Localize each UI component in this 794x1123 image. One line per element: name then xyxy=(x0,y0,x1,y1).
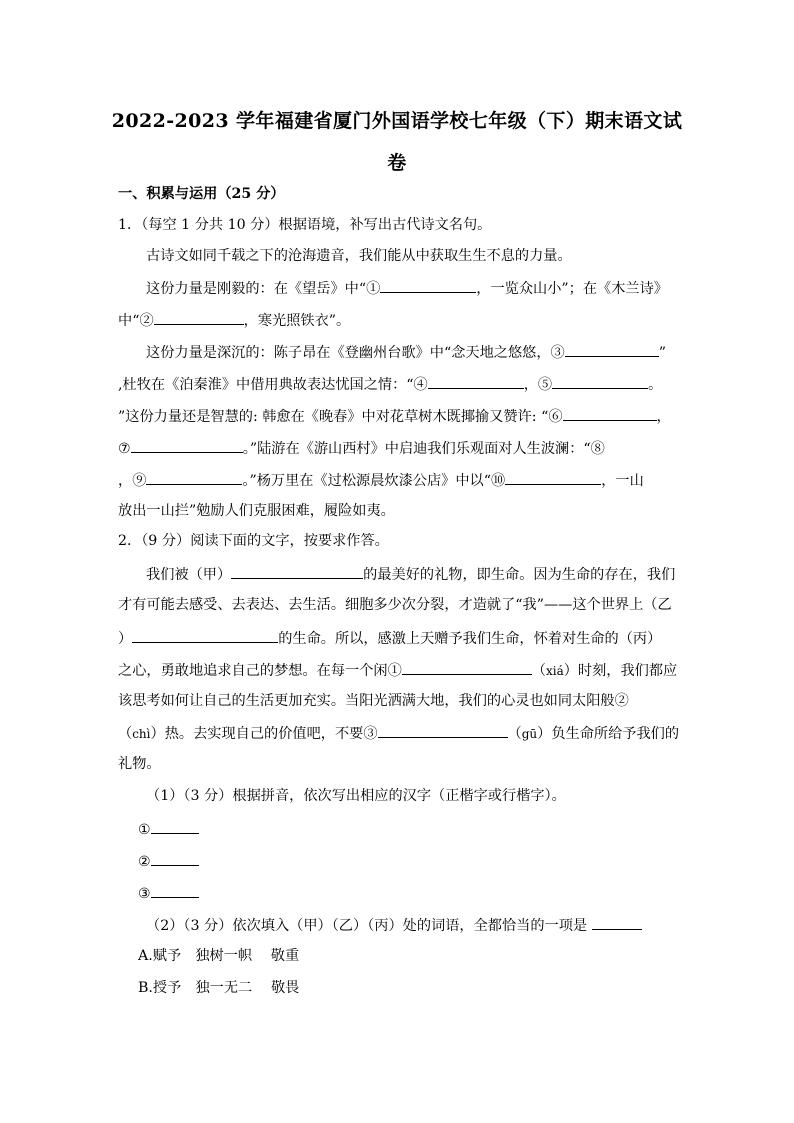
q1-text: ，⑤ xyxy=(523,377,553,393)
q1-stem: 1．（每空 1 分共 10 分）根据语境，补写出古代诗文名句。 xyxy=(118,217,492,233)
answer-blank-6[interactable] xyxy=(563,405,657,421)
answer-label-3: ③ xyxy=(138,886,151,902)
q2-text: （ xyxy=(118,726,133,742)
answer-write-3[interactable] xyxy=(151,882,199,898)
q1-text: ,杜牧在《泊秦淮》中借用典故表达忧国之情：“④ xyxy=(118,377,428,393)
q2-text: ） xyxy=(118,631,133,647)
q1-intro: 古诗文如同千载之下的沧海遗音，我们能从中获取生生不息的力量。 xyxy=(146,248,572,264)
q1-line-6 xyxy=(118,405,671,427)
q1-text: ，一览众山小”；在《木兰诗》 xyxy=(476,281,668,297)
q1-text: 。”杨万里在《过松源晨炊漆公店》中以“⑩ xyxy=(242,473,506,489)
q1-line-5 xyxy=(118,373,662,395)
q1-text: 。”陆游在《游山西村》中启迪我们乐观面对人生波澜：“⑧ xyxy=(242,441,605,457)
q2-text: （2）（3 分）依次填入（甲）（乙）（丙）处的词语，全都恰当的一项是 xyxy=(146,918,588,934)
answer-write-2[interactable] xyxy=(151,850,199,866)
q1-text: ⑦ xyxy=(118,441,131,457)
q2-text: （ xyxy=(531,663,546,679)
q2-stem: 2．（9 分）阅读下面的文字，按要求作答。 xyxy=(118,533,389,549)
q1-line-9: 放出一山拦”勉励人们克服困难，履险如夷。 xyxy=(118,503,395,519)
choice-answer-blank[interactable] xyxy=(592,914,642,930)
q2-text: （ xyxy=(507,726,522,742)
q2-passage-line-4 xyxy=(118,659,677,681)
q2-text: 的生命。所以，感激上天赠予我们生命，怀着对生命的（丙） xyxy=(278,631,662,647)
q1-text: ，寒光照铁衣”。 xyxy=(243,313,351,329)
q1-line-8 xyxy=(118,469,644,491)
option-a[interactable]: A.赋予 独树一帜 敬重 xyxy=(138,948,300,964)
q1-text: ” xyxy=(658,345,666,361)
q1-line-4 xyxy=(146,341,666,363)
option-b[interactable]: B.授予 独一无二 敬畏 xyxy=(138,980,300,996)
answer-blank-3[interactable] xyxy=(565,341,659,357)
answer-line-1 xyxy=(138,818,199,840)
q2-text: ）时刻，我们都应 xyxy=(563,663,678,679)
q1-text: ”这份力量还是智慧的: 韩愈在《晚春》中对花草树木既揶揄又赞许: “⑥ xyxy=(118,409,563,425)
q2-text: 之心，勇敢地追求自己的梦想。在每一个闲① xyxy=(118,663,402,679)
q1-line-3 xyxy=(118,309,350,331)
q2-sub-question-2 xyxy=(146,914,642,936)
q2-passage-line-6 xyxy=(118,722,679,744)
answer-blank-9[interactable] xyxy=(146,469,242,485)
answer-blank-5[interactable] xyxy=(552,373,648,389)
q1-text: ，⑨ xyxy=(118,473,147,489)
section-heading: 一、积累与运用（25 分） xyxy=(118,186,285,202)
q1-text: 这份力量是刚毅的：在《望岳》中“① xyxy=(146,281,381,297)
answer-label-1: ① xyxy=(138,822,151,838)
answer-blank-2[interactable] xyxy=(154,309,244,325)
q2-passage-line-7: 礼物。 xyxy=(118,756,161,772)
q2-text: 我们被（甲） xyxy=(146,567,232,583)
q1-text: 中“② xyxy=(118,313,154,329)
q2-passage-line-5: 该思考如何让自己的生活更加充实。当阳光洒满大地，我们的心灵也如同太阳般② xyxy=(118,693,629,709)
q2-passage-line-2: 才有可能去感受、去表达、去生活。细胞多少次分裂，才造就了“我”——这个世界上（乙 xyxy=(118,597,672,613)
q2-text: ）负生命所给予我们的 xyxy=(537,726,680,742)
pinyin-blank-3[interactable] xyxy=(378,722,508,738)
answer-blank-4[interactable] xyxy=(428,373,524,389)
pinyin-blank-1[interactable] xyxy=(402,659,532,675)
q1-text: ， xyxy=(656,409,671,425)
answer-blank-1[interactable] xyxy=(380,277,476,293)
pinyin-xia: xiá xyxy=(545,664,564,678)
blank-jia[interactable] xyxy=(231,563,363,579)
blank-yi[interactable] xyxy=(132,627,278,643)
answer-blank-7[interactable] xyxy=(131,437,243,453)
answer-line-3 xyxy=(138,882,199,904)
q2-passage-line-3 xyxy=(118,627,661,649)
answer-write-1[interactable] xyxy=(151,818,199,834)
q1-text: ，一山 xyxy=(601,473,644,489)
answer-line-2 xyxy=(138,850,199,872)
answer-blank-10[interactable] xyxy=(505,469,601,485)
q1-line-7 xyxy=(118,437,605,459)
exam-title-line-1: 2022-2023 学年福建省厦门外国语学校七年级（下）期末语文试 xyxy=(111,110,683,132)
pinyin-gu: gū xyxy=(521,727,538,741)
pinyin-chi: chì xyxy=(132,727,151,741)
q1-line-2 xyxy=(146,277,668,299)
answer-label-2: ② xyxy=(138,854,151,870)
q2-text: ）热。去实现自己的价值吧，不要③ xyxy=(150,726,378,742)
q1-text: 这份力量是深沉的：陈子昂在《登幽州台歌》中“念天地之悠悠，③ xyxy=(146,345,565,361)
q2-passage-line-1 xyxy=(146,563,675,585)
q2-sub-question-1: （1）（3 分）根据拼音，依次写出相应的汉字（正楷字或行楷字）。 xyxy=(146,788,566,804)
q1-text: 。 xyxy=(648,377,663,393)
exam-title-line-2: 卷 xyxy=(387,152,407,174)
q2-text: 的最美好的礼物，即生命。因为生命的存在，我们 xyxy=(363,567,676,583)
